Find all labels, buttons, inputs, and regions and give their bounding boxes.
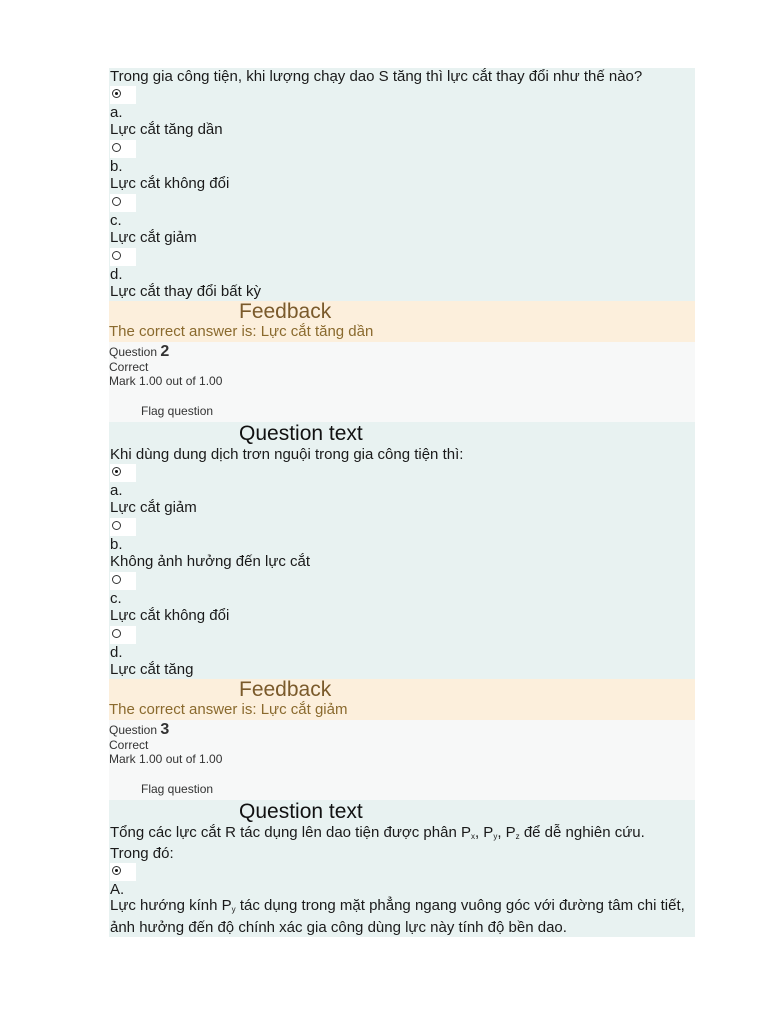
radio-icon[interactable] [110, 248, 136, 266]
option-letter: A. [110, 881, 125, 898]
option-label[interactable]: Lực cắt tăng dần [110, 121, 223, 138]
radio-icon[interactable] [110, 194, 136, 212]
option-letter: a. [110, 482, 123, 499]
option-a-radio[interactable] [110, 85, 695, 105]
radio-icon[interactable] [110, 572, 136, 590]
flag-question-link[interactable]: Flag question [141, 404, 214, 418]
option-d-radio[interactable] [110, 625, 695, 645]
option-label[interactable]: Lực cắt không đổi [110, 175, 230, 192]
radio-checked-icon[interactable] [110, 86, 136, 104]
radio-checked-icon[interactable] [110, 863, 136, 881]
option-letter: a. [110, 104, 123, 121]
feedback-title: Feedback [239, 678, 332, 701]
option-a-radio[interactable] [110, 862, 695, 882]
option-letter: b. [110, 536, 123, 553]
option-c-radio[interactable] [110, 193, 695, 213]
option-c-radio[interactable] [110, 571, 695, 591]
question-1-block [109, 68, 695, 301]
option-a-radio[interactable] [110, 463, 695, 483]
option-label[interactable]: Lực hướng kính $P_y$ tác dụng trong mặt phẳng ngang vuông góc với đường tâm chi tiết, ảnh hưởng đến độ chính xác gia công dùng lực này tính độ bền dao. [110, 897, 685, 936]
option-label[interactable]: Lực cắt tăng [110, 661, 194, 678]
question-mark: Mark 1.00 out of 1.00 [109, 752, 223, 766]
radio-icon[interactable] [110, 518, 136, 536]
radio-icon[interactable] [110, 140, 136, 158]
question-3-info [109, 720, 695, 800]
question-state: Correct [109, 360, 149, 374]
flag-question-link[interactable]: Flag question [141, 782, 214, 796]
feedback-text: The correct answer is: Lực cắt giảm [109, 701, 348, 718]
option-letter: c. [110, 212, 122, 229]
option-label[interactable]: Lực cắt không đổi [110, 607, 230, 624]
question-2-text: Khi dùng dung dịch trơn nguội trong gia công tiện thì: [110, 446, 464, 463]
option-label[interactable]: Lực cắt thay đổi bất kỳ [110, 283, 261, 300]
option-label[interactable]: Lực cắt giảm [110, 229, 197, 246]
question-state: Correct [109, 738, 149, 752]
question-number: Question 3 [109, 721, 170, 738]
question-mark: Mark 1.00 out of 1.00 [109, 374, 223, 388]
option-letter: d. [110, 644, 123, 661]
option-label[interactable]: Không ảnh hưởng đến lực cắt [110, 553, 311, 570]
option-letter: d. [110, 266, 123, 283]
question-2-block [109, 446, 695, 679]
question-3-block [109, 824, 695, 937]
radio-icon[interactable] [110, 626, 136, 644]
quiz-review [109, 68, 695, 937]
option-b-radio[interactable] [110, 139, 695, 159]
feedback-block [109, 301, 695, 342]
question-3-text-cont: Trong đó: [110, 845, 174, 862]
question-text-title: Question text [109, 422, 695, 446]
option-b-radio[interactable] [110, 517, 695, 537]
feedback-text: The correct answer is: Lực cắt tăng dần [109, 323, 374, 340]
question-number: Question 2 [109, 343, 170, 360]
option-letter: c. [110, 590, 122, 607]
question-1-text: Trong gia công tiện, khi lượng chạy dao S tăng thì lực cắt thay đổi như thế nào? [110, 68, 643, 85]
radio-checked-icon[interactable] [110, 464, 136, 482]
question-3-text: Tổng các lực cắt R tác dụng lên dao tiện được phân $P_x$, $P_y$, $P_z$ để dễ nghiên cứu. [110, 824, 645, 841]
question-2-info [109, 342, 695, 422]
option-d-radio[interactable] [110, 247, 695, 267]
feedback-block [109, 679, 695, 720]
question-text-title: Question text [109, 800, 695, 824]
option-label[interactable]: Lực cắt giảm [110, 499, 197, 516]
option-letter: b. [110, 158, 123, 175]
feedback-title: Feedback [239, 300, 332, 323]
